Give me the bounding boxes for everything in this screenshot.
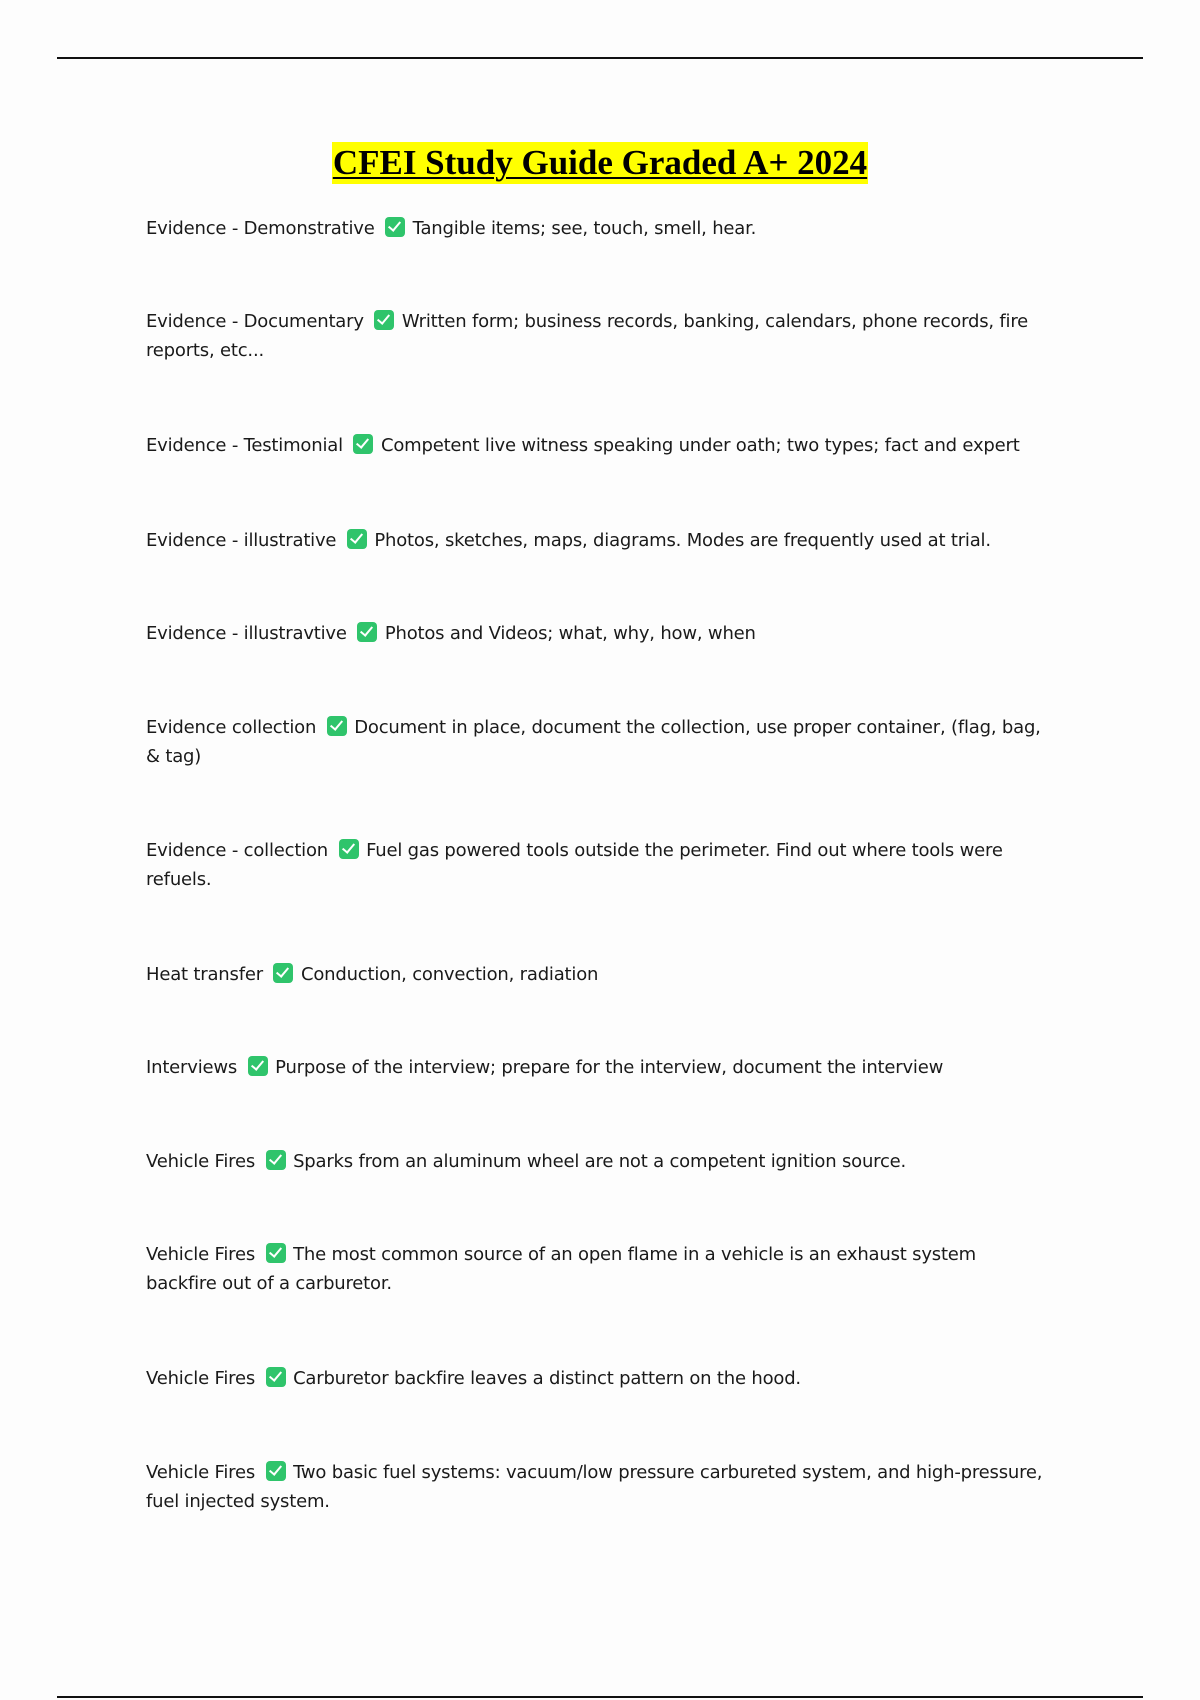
item-definition: Tangible items; see, touch, smell, hear. (412, 218, 757, 239)
check-box-icon (374, 310, 394, 330)
item-definition: Competent live witness speaking under oath; two types; fact and expert (380, 435, 1020, 456)
item-term: Vehicle Fires (146, 1151, 255, 1172)
header-rule (57, 57, 1143, 59)
check-box-icon (385, 217, 405, 237)
list-item (146, 713, 1046, 771)
footer-rule (57, 1696, 1143, 1698)
document-title: CFEI Study Guide Graded A+ 2024 (332, 143, 868, 182)
list-item (146, 214, 1066, 243)
list-item (146, 960, 1066, 989)
list-item (146, 307, 1046, 365)
item-term: Evidence collection (146, 717, 317, 738)
item-term: Evidence - Demonstrative (146, 218, 375, 239)
list-item (146, 1240, 996, 1298)
check-box-icon (266, 1461, 286, 1481)
list-item (146, 1053, 1066, 1082)
item-term: Evidence - Documentary (146, 311, 364, 332)
item-term: Vehicle Fires (146, 1368, 255, 1389)
item-definition: Document in place, document the collection, use proper container, (flag, bag, & tag) (146, 717, 1041, 767)
item-term: Evidence - collection (146, 840, 329, 861)
check-box-icon (347, 529, 367, 549)
title-container (0, 142, 1200, 184)
check-box-icon (266, 1367, 286, 1387)
list-item (146, 526, 1066, 555)
list-item (146, 431, 1066, 460)
list-item (146, 1147, 1066, 1176)
check-box-icon (327, 716, 347, 736)
item-definition: Photos and Videos; what, why, how, when (384, 623, 756, 644)
item-definition: Purpose of the interview; prepare for the interview, document the interview (275, 1057, 944, 1078)
check-box-icon (248, 1056, 268, 1076)
item-definition: Carburetor backfire leaves a distinct pattern on the hood. (293, 1368, 801, 1389)
item-term: Evidence - illustravtive (146, 623, 347, 644)
item-term: Interviews (146, 1057, 238, 1078)
item-definition: Conduction, convection, radiation (300, 964, 599, 985)
item-term: Heat transfer (146, 964, 263, 985)
item-definition: Sparks from an aluminum wheel are not a competent ignition source. (293, 1151, 907, 1172)
item-term: Vehicle Fires (146, 1244, 255, 1265)
list-item (146, 836, 1046, 894)
check-box-icon (266, 1243, 286, 1263)
item-term: Evidence - Testimonial (146, 435, 343, 456)
item-definition: Fuel gas powered tools outside the perimeter. Find out where tools were refuels. (146, 840, 1003, 890)
item-definition: The most common source of an open flame in a vehicle is an exhaust system backfire out of a carburetor. (146, 1244, 977, 1294)
item-term: Vehicle Fires (146, 1462, 255, 1483)
list-item (146, 1364, 1066, 1393)
item-definition: Photos, sketches, maps, diagrams. Modes are frequently used at trial. (374, 530, 991, 551)
list-item (146, 1458, 1066, 1516)
check-box-icon (357, 622, 377, 642)
check-box-icon (266, 1150, 286, 1170)
check-box-icon (273, 963, 293, 983)
item-definition: Two basic fuel systems: vacuum/low pressure carbureted system, and high-pressure, fuel injected system. (146, 1462, 1043, 1512)
item-term: Evidence - illustrative (146, 530, 337, 551)
item-definition: Written form; business records, banking, calendars, phone records, fire reports, etc... (146, 311, 1029, 361)
check-box-icon (353, 434, 373, 454)
list-item (146, 619, 1066, 648)
check-box-icon (339, 839, 359, 859)
